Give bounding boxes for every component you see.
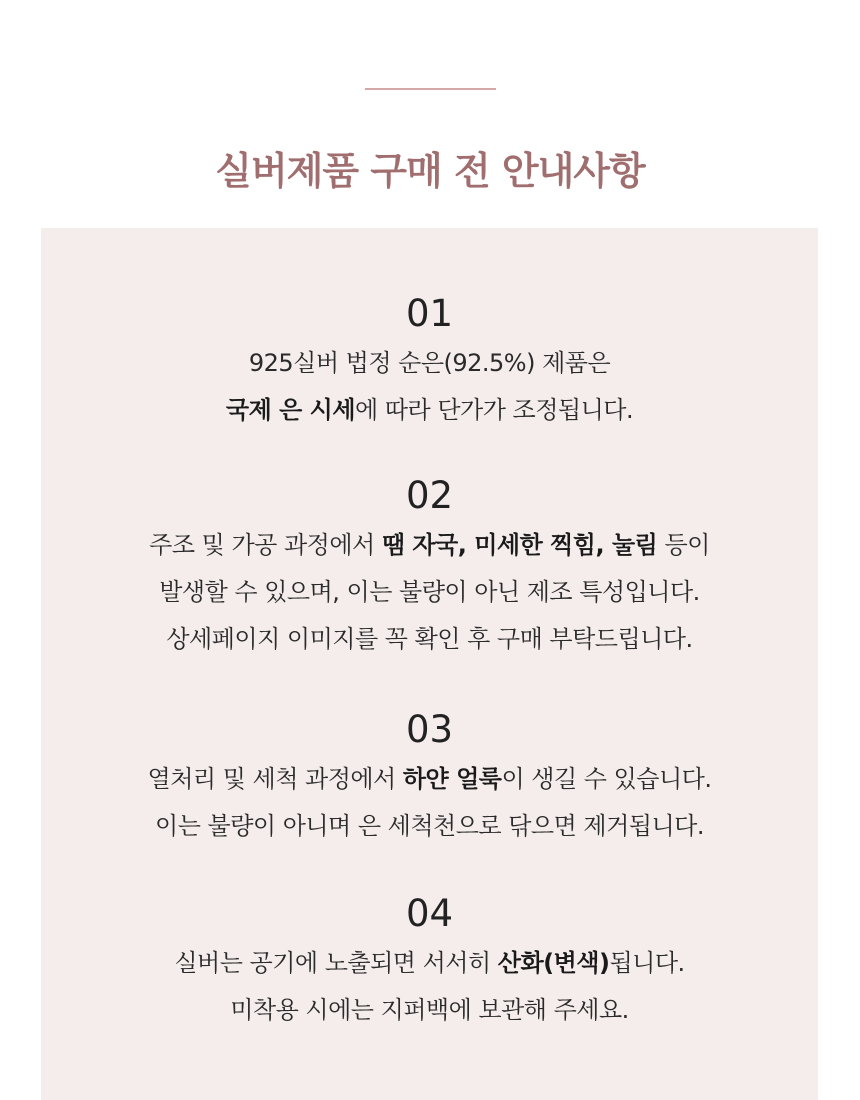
notice-line <box>41 387 818 434</box>
notice-text: 미착용 시에는 지퍼백에 보관해 주세요. <box>230 996 629 1024</box>
notice-panel <box>41 228 818 1100</box>
notice-text: 이 생길 수 있습니다. <box>501 765 712 793</box>
section-number: 02 <box>405 474 454 517</box>
section-text <box>41 340 818 434</box>
notice-text: 상세페이지 이미지를 꼭 확인 후 구매 부탁드립니다. <box>166 625 693 653</box>
section-number: 01 <box>405 292 454 335</box>
section-number: 04 <box>405 892 454 935</box>
page-title: 실버제품 구매 전 안내사항 <box>215 149 645 193</box>
notice-section-02 <box>41 474 818 663</box>
section-text <box>41 756 818 850</box>
emphasis-text: 땜 자국, 미세한 찍힘, 눌림 <box>381 531 658 559</box>
notice-line <box>41 987 818 1034</box>
section-text <box>41 522 818 663</box>
notice-text: 됩니다. <box>609 949 685 977</box>
notice-section-01 <box>41 292 818 434</box>
section-number: 03 <box>405 708 454 751</box>
notice-line <box>41 340 818 387</box>
notice-text: 발생할 수 있으며, 이는 불량이 아닌 제조 특성입니다. <box>159 578 700 606</box>
notice-text: 에 따라 단가가 조정됩니다. <box>355 396 634 424</box>
notice-line <box>41 940 818 987</box>
notice-text: 등이 <box>657 531 710 559</box>
section-text <box>41 940 818 1034</box>
notice-section-04 <box>41 892 818 1034</box>
notice-text: 이는 불량이 아니며 은 세척천으로 닦으면 제거됩니다. <box>155 812 704 840</box>
emphasis-text: 하얀 얼룩 <box>402 765 502 793</box>
emphasis-text: 국제 은 시세 <box>225 396 356 424</box>
notice-text: 열처리 및 세척 과정에서 <box>147 765 403 793</box>
notice-text: 실버는 공기에 노출되면 서서히 <box>174 949 498 977</box>
notice-line <box>41 616 818 663</box>
notice-text: 주조 및 가공 과정에서 <box>149 531 382 559</box>
notice-line <box>41 803 818 850</box>
notice-line <box>41 756 818 803</box>
notice-section-03 <box>41 708 818 850</box>
notice-text: 925실버 법정 순은(92.5%) 제품은 <box>248 349 611 377</box>
emphasis-text: 산화(변색) <box>497 949 610 977</box>
title-divider <box>365 88 496 90</box>
notice-line <box>41 569 818 616</box>
notice-line <box>41 522 818 569</box>
